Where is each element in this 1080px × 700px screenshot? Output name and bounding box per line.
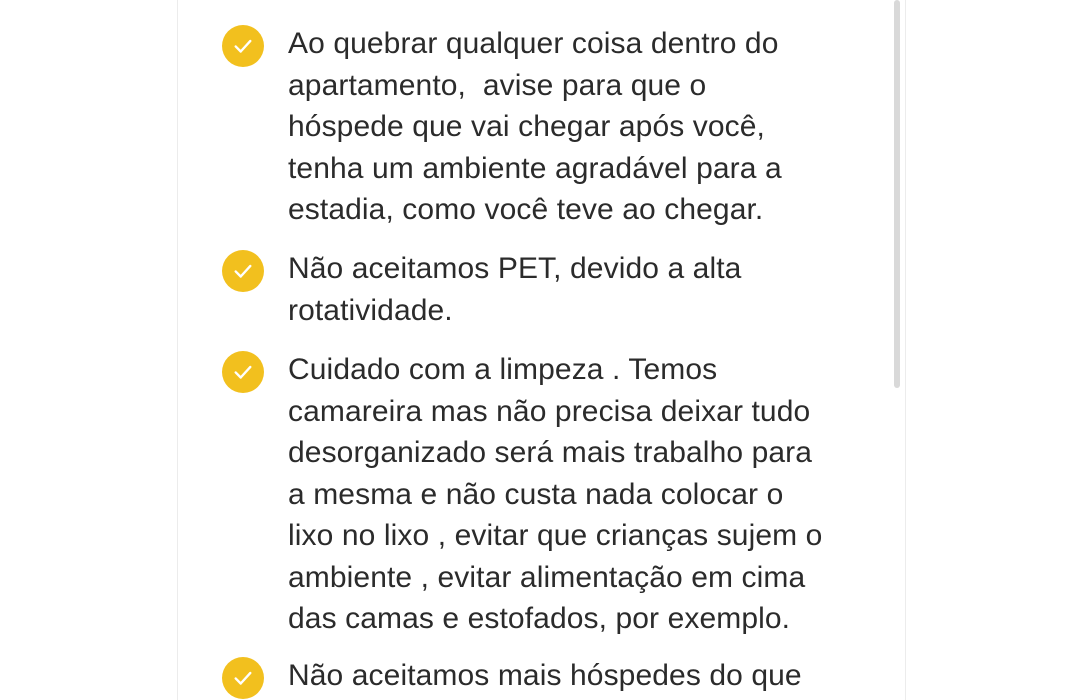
rule-text: Não aceitamos mais hóspedes do que	[288, 659, 802, 692]
check-circle-icon	[222, 657, 264, 699]
check-circle-icon	[222, 250, 264, 292]
rule-text: Não aceitamos PET, devido a alta rotatividade.	[288, 252, 742, 327]
rule-item	[222, 23, 868, 231]
rule-item	[222, 248, 868, 331]
check-circle-icon	[222, 25, 264, 67]
rule-item	[222, 655, 868, 699]
rule-item	[222, 349, 868, 640]
rule-text: Ao quebrar qualquer coisa dentro do apartamento, avise para que o hóspede que vai chegar após você, tenha um ambiente agradável para a estadia, como você teve ao chegar.	[288, 27, 782, 226]
check-circle-icon	[222, 351, 264, 393]
rule-text: Cuidado com a limpeza . Temos camareira mas não precisa deixar tudo desorganizado será mais trabalho para a mesma e não custa nada colocar o lixo no lixo , evitar que crianças sujem o ambiente , evitar alimentação em cima das camas e estofados, por exemplo.	[288, 353, 823, 635]
